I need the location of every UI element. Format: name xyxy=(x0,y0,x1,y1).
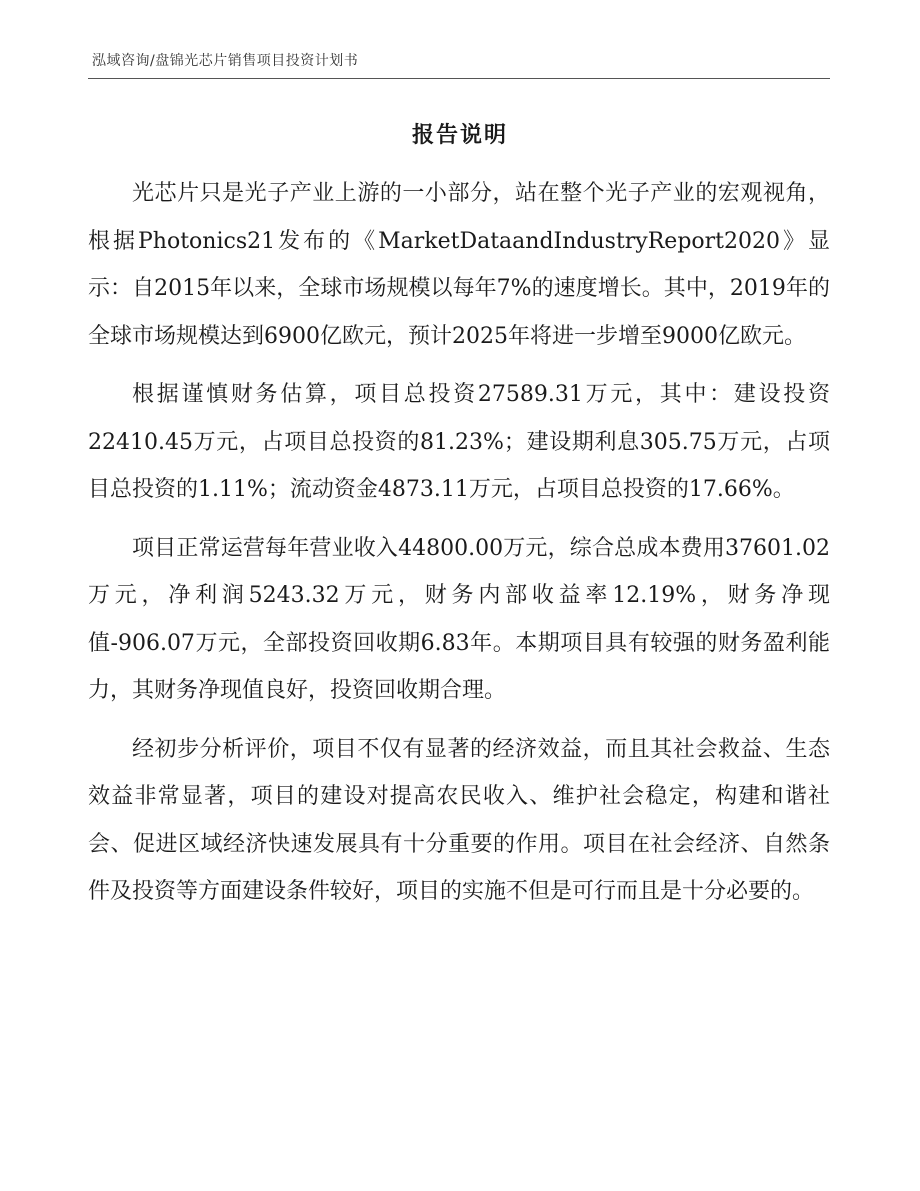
paragraph-financial-performance: 项目正常运营每年营业收入44800.00万元，综合总成本费用37601.02万元，净利润5243.32万元，财务内部收益率12.19%，财务净现值-906.07万元，全部投资回收期6.83年。本期项目具有较强的财务盈利能力，其财务净现值良好，投资回收期合理。 xyxy=(88,535,830,703)
running-header: 泓域咨询/盘锦光芯片销售项目投资计划书 xyxy=(92,53,359,69)
paragraph-evaluation: 经初步分析评价，项目不仅有显著的经济效益，而且其社会救益、生态效益非常显著，项目的建设对提高农民收入、维护社会稳定，构建和谐社会、促进区域经济快速发展具有十分重要的作用。项目在社会经济、自然条件及投资等方面建设条件较好，项目的实施不但是可行而且是十分必要的。 xyxy=(88,736,830,904)
paragraph-investment-estimate: 根据谨慎财务估算，项目总投资27589.31万元，其中：建设投资22410.45万元，占项目总投资的81.23%；建设期利息305.75万元，占项目总投资的1.11%；流动资金4873.11万元，占项目总投资的17.66%。 xyxy=(88,382,830,502)
header-rule xyxy=(88,78,830,79)
paragraph-market-overview: 光芯片只是光子产业上游的一小部分，站在整个光子产业的宏观视角，根据Photonics21发布的《MarketDataandIndustryReport2020》显示：自2015年以来，全球市场规模以每年7%的速度增长。其中，2019年的全球市场规模达到6900亿欧元，预计2025年将进一步增至9000亿欧元。 xyxy=(88,181,830,349)
report-body xyxy=(88,170,830,927)
page-title: 报告说明 xyxy=(411,123,508,148)
